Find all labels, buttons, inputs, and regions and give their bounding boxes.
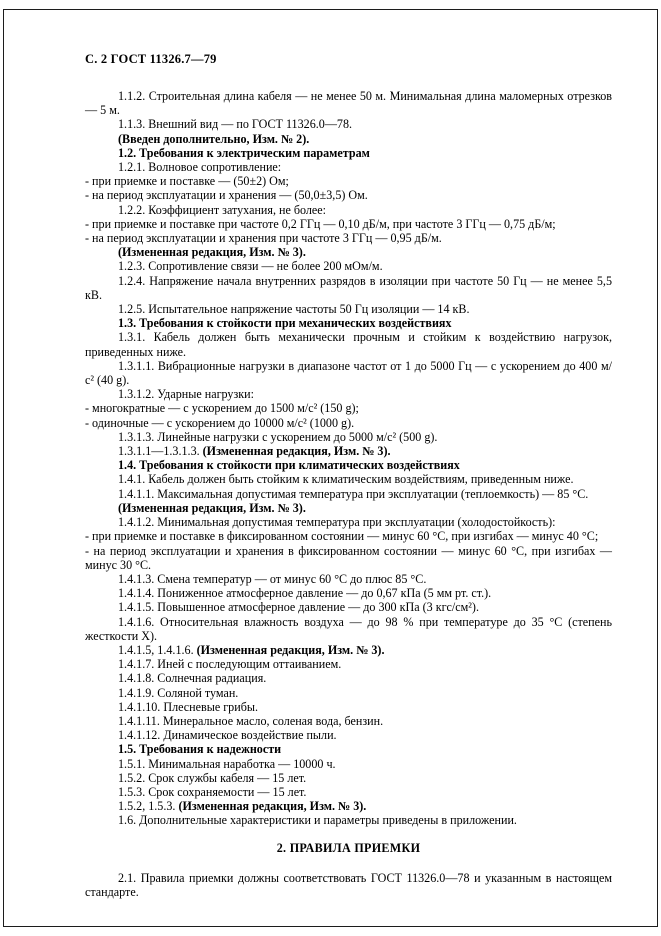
list-item: [85, 544, 612, 572]
paragraph: [85, 245, 612, 259]
bold-text-segment: 1.3. Требования к стойкости при механических воздействиях: [118, 316, 452, 331]
paragraph: [85, 686, 612, 700]
text-segment: 1.4.1.8. Солнечная радиация.: [118, 671, 267, 686]
paragraph: [85, 799, 612, 813]
paragraph: [85, 117, 612, 131]
paragraph: [85, 160, 612, 174]
text-segment: 1.5.2, 1.5.3.: [118, 799, 179, 814]
paragraph: [85, 146, 612, 160]
text-segment: 1.6. Дополнительные характеристики и параметры приведены в приложении.: [118, 813, 517, 828]
paragraph: [85, 714, 612, 728]
text-segment: 1.5.3. Срок сохраняемости — 15 лет.: [118, 784, 307, 799]
bold-text-segment: 1.5. Требования к надежности: [118, 742, 282, 757]
text-segment: 1.2.4. Напряжение начала внутренних разрядов в изоляции при частоте 50 Гц — не менее 5,5 кВ.: [85, 273, 612, 302]
text-segment: - при приемке и поставке — (50±2) Ом;: [85, 174, 289, 189]
text-segment: 1.3.1.3. Линейные нагрузки с ускорением до 5000 м/с² (500 g).: [118, 429, 438, 444]
paragraph: [85, 274, 612, 302]
paragraph: [85, 657, 612, 671]
text-segment: 1.4.1.12. Динамическое воздействие пыли.: [118, 728, 337, 743]
paragraph: [85, 487, 612, 501]
page-header: С. 2 ГОСТ 11326.7—79: [85, 52, 217, 66]
paragraph: [85, 330, 612, 358]
paragraph: [85, 871, 612, 899]
text-segment: - на период эксплуатации и хранения в фиксированном состоянии — минус 60 °С, при изгибах — минус 30 °С.: [85, 543, 612, 572]
paragraph: [85, 501, 612, 515]
paragraph: [85, 771, 612, 785]
page-content: [85, 52, 612, 899]
paragraph: [85, 615, 612, 643]
text-segment: - на период эксплуатации и хранения — (50,0±3,5) Ом.: [85, 188, 368, 203]
list-item: [85, 188, 612, 202]
text-segment: 1.2.3. Сопротивление связи — не более 200 мОм/м.: [118, 259, 383, 274]
paragraph: [85, 132, 612, 146]
list-item: [85, 174, 612, 188]
text-segment: 1.4.1.5, 1.4.1.6.: [118, 642, 197, 657]
paragraph: [85, 586, 612, 600]
text-segment: 1.4.1.7. Иней с последующим оттаиванием.: [118, 657, 342, 672]
bold-text-segment: (Измененная редакция, Изм. № 3).: [118, 500, 306, 515]
text-segment: 1.4.1.6. Относительная влажность воздуха — до 98 % при температуре до 35 °С (степень жесткости X).: [85, 614, 612, 643]
paragraph: [85, 700, 612, 714]
text-segment: - на период эксплуатации и хранения при частоте 3 ГГц — 0,95 дБ/м.: [85, 231, 442, 246]
text-segment: 1.4.1.2. Минимальная допустимая температура при эксплуатации (холодостойкость):: [118, 515, 556, 530]
text-segment: 1.4.1.3. Смена температур — от минус 60 °С до плюс 85 °С.: [118, 571, 427, 586]
bold-text-segment: (Измененная редакция, Изм. № 3).: [196, 642, 385, 657]
text-segment: - при приемке и поставке при частоте 0,2 ГГц — 0,10 дБ/м, при частоте 3 ГГц — 0,75 дБ/м;: [85, 216, 556, 231]
paragraph: [85, 359, 612, 387]
bold-text-segment: 2. ПРАВИЛА ПРИЕМКИ: [276, 840, 421, 855]
text-segment: - одиночные — с ускорением до 10000 м/с² (1000 g).: [85, 415, 355, 430]
paragraph: [85, 813, 612, 827]
text-segment: 1.2.2. Коэффициент затухания, не более:: [118, 202, 327, 217]
text-segment: 1.3.1. Кабель должен быть механически прочным и стойким к воздействию нагрузок, приведенных ниже.: [85, 330, 612, 359]
paragraph: [85, 259, 612, 273]
text-segment: 1.4.1.1. Максимальная допустимая температура при эксплуатации (теплоемкость) — 85 °С.: [118, 486, 589, 501]
bold-text-segment: 1.4. Требования к стойкости при климатических воздействиях: [118, 458, 460, 473]
paragraph: [85, 742, 612, 756]
paragraph: [85, 316, 612, 330]
text-segment: - при приемке и поставке в фиксированном состоянии — минус 60 °С, при изгибах — минус 40 °С;: [85, 529, 599, 544]
paragraph: [85, 444, 612, 458]
list-item: [85, 529, 612, 543]
text-segment: 1.3.1.1—1.3.1.3.: [118, 444, 203, 459]
paragraph: [85, 472, 612, 486]
text-segment: 1.1.3. Внешний вид — по ГОСТ 11326.0—78.: [118, 117, 353, 132]
text-segment: 1.5.2. Срок службы кабеля — 15 лет.: [118, 770, 307, 785]
bold-text-segment: (Измененная редакция, Изм. № 3).: [118, 245, 306, 260]
text-segment: 1.3.1.2. Ударные нагрузки:: [118, 387, 254, 402]
text-segment: 1.1.2. Строительная длина кабеля — не менее 50 м. Минимальная длина маломерных отрезков — 5 м.: [85, 89, 612, 118]
document-body: [85, 89, 612, 899]
text-segment: 1.3.1.1. Вибрационные нагрузки в диапазоне частот от 1 до 5000 Гц — с ускорением до 400 м/с² (40 g).: [85, 358, 612, 388]
text-segment: 1.4.1.11. Минеральное масло, соленая вода, бензин.: [118, 713, 384, 728]
paragraph: [85, 430, 612, 444]
list-item: [85, 401, 612, 415]
paragraph: [85, 600, 612, 614]
text-segment: 1.4.1. Кабель должен быть стойким к климатическим воздействиям, приведенным ниже.: [118, 472, 574, 487]
list-item: [85, 217, 612, 231]
bold-text-segment: 1.2. Требования к электрическим параметрам: [118, 145, 370, 160]
text-segment: 1.4.1.9. Соляной туман.: [118, 685, 239, 700]
paragraph: [85, 671, 612, 685]
paragraph: [85, 643, 612, 657]
text-segment: 1.4.1.4. Пониженное атмосферное давление — до 0,67 кПа (5 мм рт. ст.).: [118, 586, 492, 601]
paragraph: [85, 785, 612, 799]
paragraph: [85, 572, 612, 586]
paragraph: [85, 203, 612, 217]
text-segment: 1.2.5. Испытательное напряжение частоты 50 Гц изоляции — 14 кВ.: [118, 302, 470, 317]
bold-text-segment: (Введен дополнительно, Изм. № 2).: [118, 131, 310, 146]
text-segment: 2.1. Правила приемки должны соответствовать ГОСТ 11326.0—78 и указанным в настоящем стандарте.: [85, 870, 612, 899]
paragraph: [85, 387, 612, 401]
text-segment: 1.4.1.10. Плесневые грибы.: [118, 699, 259, 714]
text-segment: - многократные — с ускорением до 1500 м/с² (150 g);: [85, 401, 359, 416]
list-item: [85, 231, 612, 245]
bold-text-segment: (Измененная редакция, Изм. № 3).: [202, 444, 391, 459]
bold-text-segment: (Измененная редакция, Изм. № 3).: [178, 799, 367, 814]
text-segment: 1.4.1.5. Повышенное атмосферное давление — до 300 кПа (3 кгс/см²).: [118, 600, 479, 615]
paragraph: [85, 458, 612, 472]
paragraph: [85, 728, 612, 742]
text-segment: 1.5.1. Минимальная наработка — 10000 ч.: [118, 756, 336, 771]
text-segment: 1.2.1. Волновое сопротивление:: [118, 160, 282, 175]
paragraph: [85, 515, 612, 529]
section-heading: [85, 841, 612, 855]
paragraph: [85, 302, 612, 316]
list-item: [85, 416, 612, 430]
paragraph: [85, 89, 612, 117]
paragraph: [85, 757, 612, 771]
